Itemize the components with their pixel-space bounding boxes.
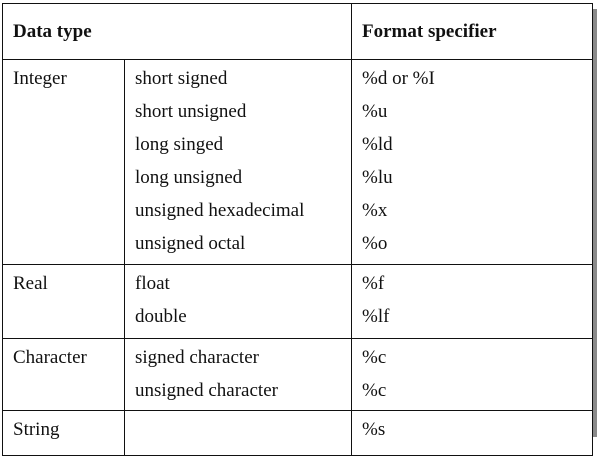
- specifier-item: %lu: [362, 167, 393, 188]
- specifier-item: %c: [362, 347, 387, 368]
- header-format-specifier: Format specifier: [352, 4, 593, 60]
- specifier-cell: [352, 411, 593, 456]
- subtype-item: short unsigned: [135, 101, 247, 122]
- subtype-item: unsigned character: [135, 380, 278, 401]
- format-specifier-table: [2, 3, 593, 456]
- specifier-item: %f: [362, 273, 385, 294]
- specifier-cell: [352, 265, 593, 339]
- subtype-item: short signed: [135, 68, 228, 89]
- subtype-item: double: [135, 306, 187, 327]
- specifier-item: %s: [362, 419, 386, 440]
- table-row-real: [3, 265, 593, 339]
- header-data-type: Data type: [3, 4, 352, 60]
- table-row-character: [3, 339, 593, 411]
- subtype-item: float: [135, 273, 170, 294]
- specifier-item: %lf: [362, 306, 390, 327]
- subtype-cell: [125, 339, 352, 411]
- subtype-item: long unsigned: [135, 167, 243, 188]
- subtype-item: unsigned hexadecimal: [135, 200, 305, 221]
- type-cell: Integer: [3, 60, 125, 265]
- specifier-item: %x: [362, 200, 388, 221]
- specifier-item: %c: [362, 380, 387, 401]
- specifier-item: %ld: [362, 134, 393, 155]
- header-row: [3, 4, 593, 60]
- specifier-item: %o: [362, 233, 388, 254]
- subtype-item: long singed: [135, 134, 224, 155]
- specifier-cell: [352, 60, 593, 265]
- subtype-item: unsigned octal: [135, 233, 246, 254]
- table-row-integer: [3, 60, 593, 265]
- specifier-item: %d or %I: [362, 68, 435, 89]
- subtype-item: signed character: [135, 347, 259, 368]
- specifier-cell: [352, 339, 593, 411]
- table-row-string: [3, 411, 593, 456]
- subtype-cell: [125, 265, 352, 339]
- specifier-item: %u: [362, 101, 388, 122]
- subtype-cell: [125, 411, 352, 456]
- type-cell: Real: [3, 265, 125, 339]
- type-cell: String: [3, 411, 125, 456]
- subtype-cell: [125, 60, 352, 265]
- type-cell: Character: [3, 339, 125, 411]
